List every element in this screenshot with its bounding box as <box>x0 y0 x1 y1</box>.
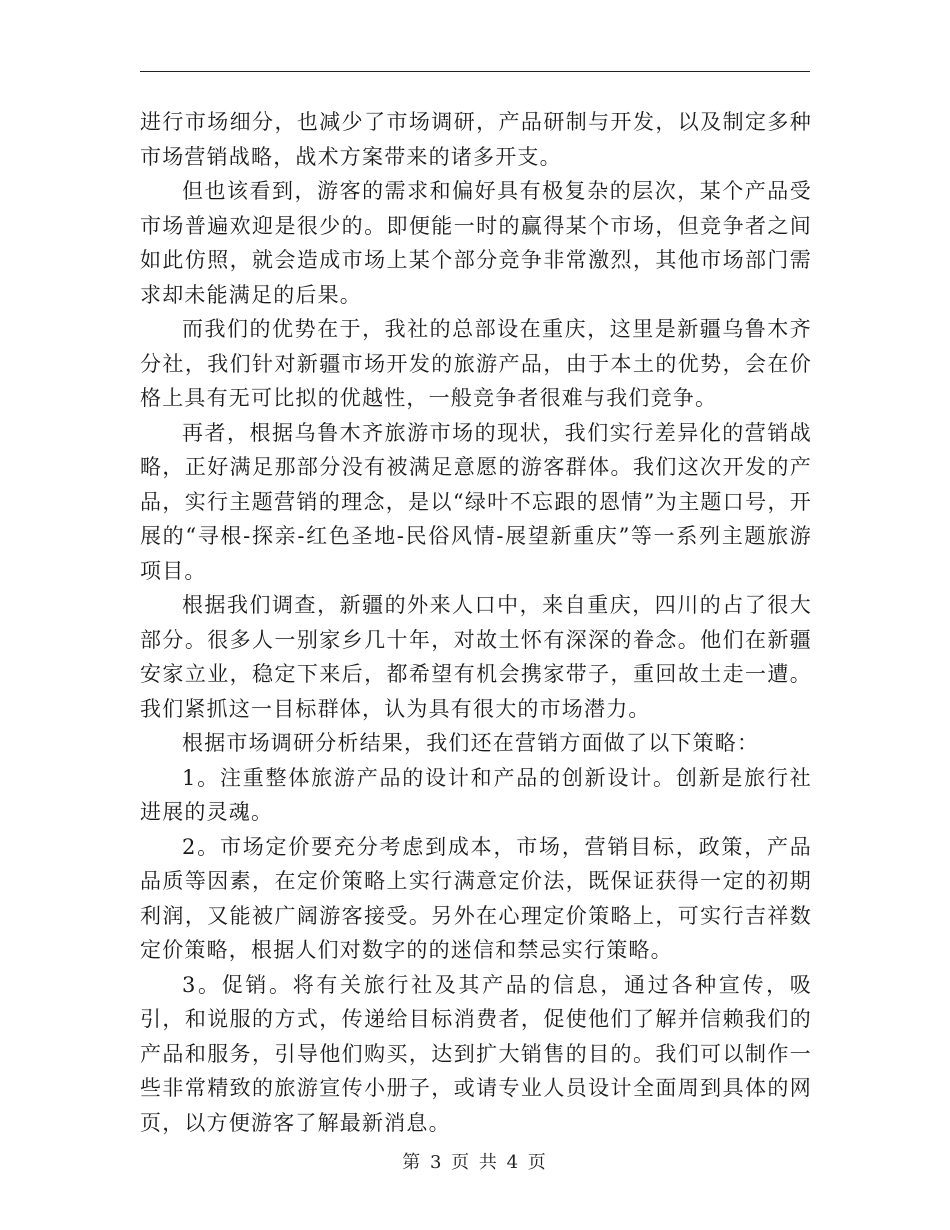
paragraph: 3。促销。将有关旅行社及其产品的信息，通过各种宣传，吸引，和说服的方式，传递给目标消费者，促使他们了解并信赖我们的产品和服务，引导他们购买，达到扩大销售的目的。我们可以制作一些非常精致的旅游宣传小册子，或请专业人员设计全面周到具体的网页，以方便游客了解最新消息。 <box>140 972 812 1135</box>
paragraph: 进行市场细分，也减少了市场调研，产品研制与开发，以及制定多种市场营销战略，战术方案带来的诸多开支。 <box>140 110 812 169</box>
paragraph: 根据我们调查，新疆的外来人口中，来自重庆，四川的占了很大部分。很多人一别家乡几十年，对故土怀有深深的眷念。他们在新疆安家立业，稳定下来后，都希望有机会携家带子，重回故土走一遭。我们紧抓这一目标群体，认为具有很大的市场潜力。 <box>140 593 812 721</box>
paragraph: 2。市场定价要充分考虑到成本，市场，营销目标，政策，产品品质等因素，在定价策略上实行满意定价法，既保证获得一定的初期利润，又能被广阔游客接受。另外在心理定价策略上，可实行吉祥数定价策略，根据人们对数字的的迷信和禁忌实行策略。 <box>140 834 812 962</box>
header-rule <box>140 71 810 72</box>
page-number-footer: 第 3 页 共 4 页 <box>402 1152 548 1173</box>
paragraph: 但也该看到，游客的需求和偏好具有极复杂的层次，某个产品受市场普遍欢迎是很少的。即便能一时的赢得某个市场，但竞争者之间如此仿照，就会造成市场上某个部分竞争非常激烈，其他市场部门需求却未能满足的后果。 <box>140 179 812 307</box>
paragraph: 根据市场调研分析结果，我们还在营销方面做了以下策略： <box>182 731 760 755</box>
paragraph: 1。注重整体旅游产品的设计和产品的创新设计。创新是旅行社进展的灵魂。 <box>140 765 812 824</box>
paragraph: 而我们的优势在于，我社的总部设在重庆，这里是新疆乌鲁木齐分社，我们针对新疆市场开发的旅游产品，由于本土的优势，会在价格上具有无可比拟的优越性，一般竞争者很难与我们竞争。 <box>140 317 812 410</box>
paragraph: 再者，根据乌鲁木齐旅游市场的现状，我们实行差异化的营销战略，正好满足那部分没有被满足意愿的游客群体。我们这次开发的产品，实行主题营销的理念，是以“绿叶不忘跟的恩情”为主题口号，开展的“寻根-探亲-红色圣地-民俗风情-展望新重庆”等一系列主题旅游项目。 <box>140 420 812 583</box>
document-body <box>140 105 812 1140</box>
